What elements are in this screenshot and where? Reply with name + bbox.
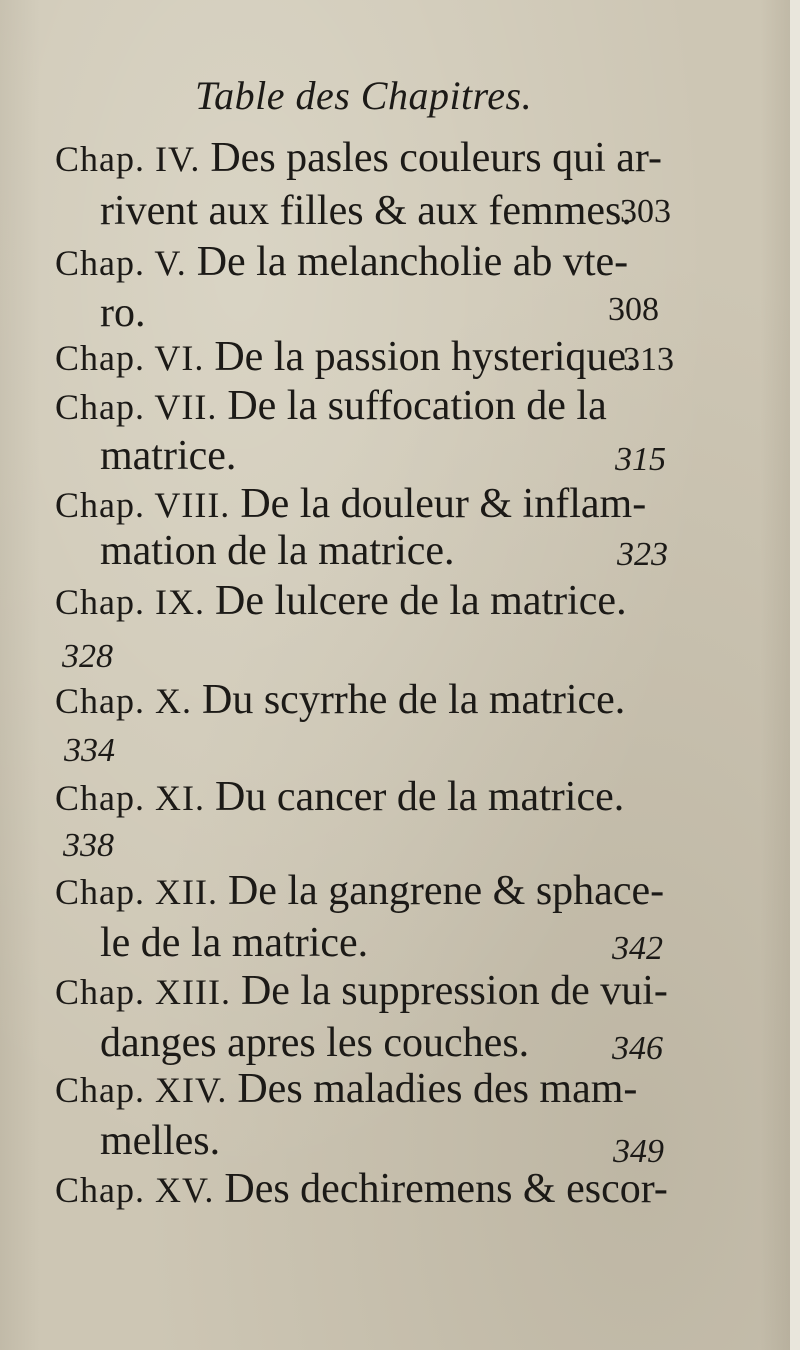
chapter-title: De la gangrene & sphace- (227, 868, 665, 914)
page-number: 334 (64, 732, 115, 769)
page-header: Table des Chapitres. (195, 73, 533, 118)
toc-entry-chap-v-cont (100, 292, 146, 334)
toc-entry-chap-viii-cont (100, 530, 455, 572)
chapter-title: De la passion hysterique. (214, 334, 637, 380)
chapter-label: Chap. XIII. (55, 972, 231, 1012)
chapter-title-continued: danges apres les couches. (100, 1020, 530, 1066)
chapter-label: Chap. VI. (55, 338, 205, 378)
chapter-title: De la suppression de vui- (240, 968, 668, 1014)
toc-entry-chap-xiv (55, 1068, 637, 1110)
chapter-title: Du scyrrhe de la matrice. (202, 677, 626, 723)
chapter-title: Des dechiremens & escor- (224, 1166, 668, 1212)
page-number: 303 (620, 193, 671, 230)
page-number: 342 (612, 930, 663, 967)
chapter-title: De la douleur & inflam- (240, 481, 647, 527)
toc-entry-chap-x (55, 679, 625, 721)
page-number: 338 (63, 827, 114, 864)
toc-entry-chap-xii (55, 870, 664, 912)
chapter-title: De la melancholie ab vte- (196, 239, 629, 285)
chapter-title-continued: matrice. (100, 433, 237, 479)
toc-entry-chap-vii-cont (100, 435, 236, 477)
toc-entry-chap-vii (55, 385, 607, 427)
chapter-label: Chap. XI. (55, 778, 205, 818)
chapter-title: De lulcere de la matrice. (214, 578, 627, 624)
page-number: 315 (615, 441, 666, 478)
chapter-label: Chap. IV. (55, 139, 201, 179)
page-edge (790, 0, 800, 1350)
chapter-label: Chap. XIV. (55, 1070, 228, 1110)
chapter-title-continued: rivent aux filles & aux femmes. (100, 188, 632, 234)
chapter-label: Chap. IX. (55, 582, 205, 622)
toc-entry-chap-iv (55, 137, 662, 179)
chapter-label: Chap. VII. (55, 387, 218, 427)
chapter-label: Chap. V. (55, 243, 187, 283)
page-number: 349 (613, 1133, 664, 1170)
toc-entry-chap-vi (55, 336, 637, 378)
chapter-title: Des pasles couleurs qui ar- (210, 135, 663, 181)
page-number: 328 (62, 638, 113, 675)
toc-entry-chap-ix (55, 580, 627, 622)
chapter-title: Du cancer de la matrice. (214, 774, 625, 820)
chapter-label: Chap. XV. (55, 1170, 215, 1210)
chapter-title-continued: mation de la matrice. (100, 528, 455, 574)
toc-entry-chap-iv-cont (100, 190, 632, 232)
toc-entry-chap-v (55, 241, 628, 283)
chapter-title: De la suffocation de la (227, 383, 607, 429)
toc-entry-chap-xiv-cont (100, 1120, 220, 1162)
chapter-title-continued: le de la matrice. (100, 920, 369, 966)
toc-entry-chap-xi (55, 776, 624, 818)
chapter-label: Chap. X. (55, 681, 192, 721)
toc-entry-chap-xiii-cont (100, 1022, 529, 1064)
page-number: 308 (608, 291, 659, 328)
toc-entry-chap-xv (55, 1168, 668, 1210)
toc-entry-chap-xiii (55, 970, 668, 1012)
chapter-title-continued: melles. (100, 1118, 221, 1164)
chapter-label: Chap. XII. (55, 872, 218, 912)
page-number: 346 (612, 1030, 663, 1067)
toc-entry-chap-viii (55, 483, 646, 525)
chapter-title-continued: ro. (100, 290, 146, 336)
page-number: 313 (623, 341, 674, 378)
chapter-label: Chap. VIII. (55, 485, 231, 525)
page-number: 323 (617, 536, 668, 573)
chapter-title: Des maladies des mam- (237, 1066, 638, 1112)
toc-entry-chap-xii-cont (100, 922, 368, 964)
